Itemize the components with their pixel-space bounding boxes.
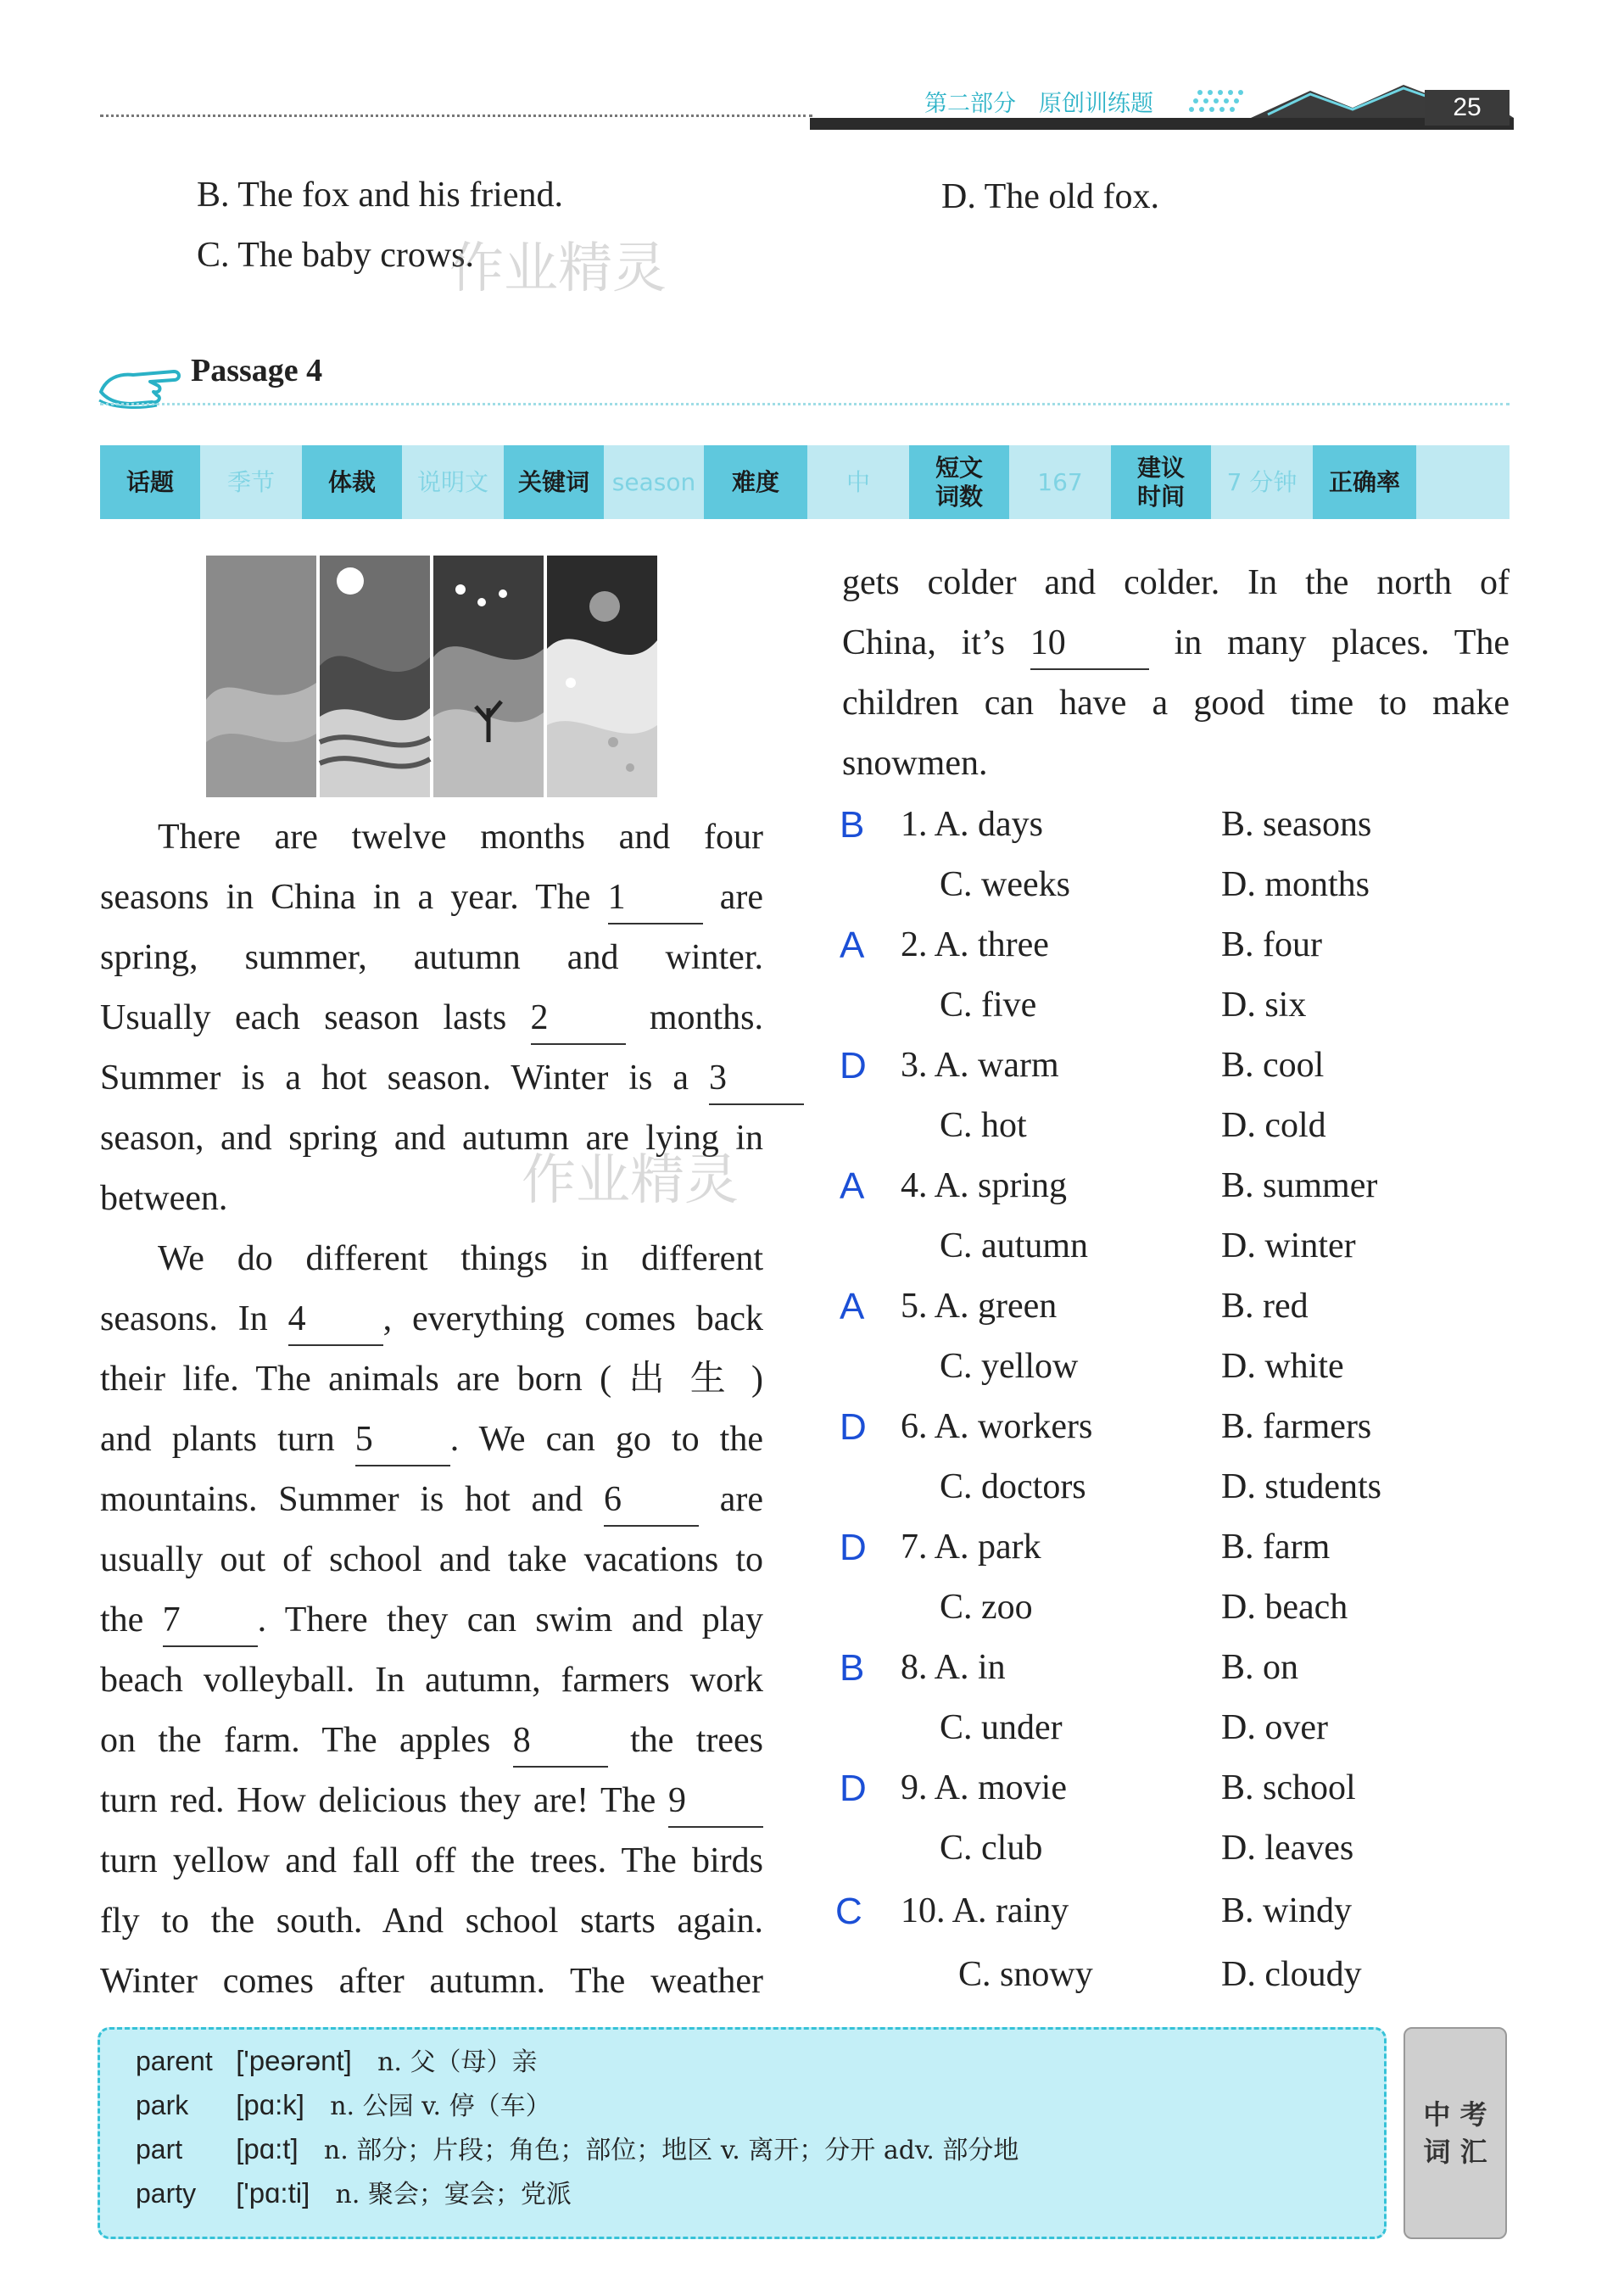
answer-mark: D xyxy=(840,1045,867,1086)
keyword-label: 关键词 xyxy=(504,445,604,519)
passage-line: snowmen. xyxy=(842,744,988,783)
passage-line: We do different things in different xyxy=(158,1239,763,1278)
blank-10[interactable]: 10 xyxy=(1030,617,1149,670)
passage-line: their life. The animals are born ( 出 生 ) xyxy=(100,1360,763,1399)
option-c[interactable]: C. doctors xyxy=(940,1467,1086,1506)
option-b[interactable]: B. seasons xyxy=(1221,805,1372,844)
difficulty-label: 难度 xyxy=(704,445,807,519)
passage-text: . We can go to the xyxy=(449,1420,763,1459)
suggested-time-label-line2: 时间 xyxy=(1136,482,1185,511)
option-d[interactable]: D. cold xyxy=(1221,1106,1326,1145)
option-c[interactable]: C. hot xyxy=(940,1106,1027,1145)
vocab-word: party xyxy=(136,2178,197,2209)
answer-mark: D xyxy=(840,1406,867,1448)
option-c[interactable]: C. club xyxy=(940,1829,1043,1868)
exam-vocab-tag xyxy=(1404,2027,1507,2239)
passage-text: Summer is a hot season. Winter is a xyxy=(100,1059,689,1098)
exam-vocab-tag-line2: 词 汇 xyxy=(1423,2136,1487,2168)
passage-line xyxy=(100,1048,804,1109)
option-d[interactable]: D. months xyxy=(1221,865,1370,904)
passage-line: fly to the south. And school starts again. xyxy=(100,1902,763,1941)
passage-text: and plants turn xyxy=(100,1420,335,1459)
option-a[interactable]: 5. A. green xyxy=(901,1287,1058,1326)
answer-mark: D xyxy=(840,1768,867,1809)
option-c[interactable]: C. snowy xyxy=(958,1955,1093,1994)
option-b[interactable]: B. windy xyxy=(1221,1891,1353,1930)
word-count-label-line2: 词数 xyxy=(935,482,983,511)
vocab-phonetic: ['peərənt] xyxy=(236,2045,352,2076)
header-dotted-rule xyxy=(100,115,812,117)
accuracy-value[interactable] xyxy=(1416,445,1510,519)
blank-6[interactable]: 6 xyxy=(604,1474,699,1527)
vocab-row xyxy=(136,2044,537,2080)
option-b[interactable]: B. on xyxy=(1221,1648,1299,1687)
watermark: 作业精灵 xyxy=(522,1149,739,1212)
blank-7[interactable]: 7 xyxy=(163,1595,258,1647)
passage-dotted-rule xyxy=(100,403,1510,405)
genre-value: 说明文 xyxy=(402,445,504,519)
passage-text: months. xyxy=(649,998,764,1037)
blank-5[interactable]: 5 xyxy=(355,1414,450,1466)
answer-mark: C xyxy=(835,1891,862,1932)
passage-line xyxy=(100,868,763,928)
blank-3[interactable]: 3 xyxy=(709,1053,804,1105)
passage-line xyxy=(100,1410,763,1470)
passage-text: mountains. Summer is hot and xyxy=(100,1480,583,1519)
option-c[interactable]: C. under xyxy=(940,1708,1063,1747)
passage-title: Passage 4 xyxy=(191,353,323,388)
word-count-value: 167 xyxy=(1009,445,1111,519)
four-seasons-illustration xyxy=(206,556,657,797)
passage-line xyxy=(100,1289,763,1349)
passage-line: Winter comes after autumn. The weather xyxy=(100,1962,763,2001)
vocab-phonetic: [pɑ:t] xyxy=(236,2133,299,2164)
passage-text: seasons. In xyxy=(100,1299,268,1338)
blank-8[interactable]: 8 xyxy=(513,1715,608,1768)
word-count-label xyxy=(909,445,1009,519)
option-a[interactable]: 8. A. in xyxy=(901,1648,1006,1687)
vocab-row xyxy=(136,2132,1018,2168)
option-b[interactable]: B. summer xyxy=(1221,1166,1378,1205)
passage-text: on the farm. The apples xyxy=(100,1721,491,1760)
option-a[interactable]: 4. A. spring xyxy=(901,1166,1068,1205)
prev-option-d: D. The old fox. xyxy=(941,177,1160,216)
accuracy-label: 正确率 xyxy=(1313,445,1416,519)
passage-line: beach volleyball. In autumn, farmers work xyxy=(100,1661,763,1700)
blank-2[interactable]: 2 xyxy=(531,992,626,1045)
option-b[interactable]: B. red xyxy=(1221,1287,1309,1326)
word-count-label-line1: 短文 xyxy=(935,453,983,482)
passage-text: are xyxy=(719,1480,763,1519)
answer-mark: B xyxy=(840,1647,865,1689)
keyword-value: season xyxy=(604,445,704,519)
option-d[interactable]: D. six xyxy=(1221,986,1307,1025)
vocab-definition: n. 公园 v. 停（车） xyxy=(330,2092,551,2121)
vocab-definition: n. 聚会；宴会；党派 xyxy=(335,2180,572,2209)
option-c[interactable]: C. autumn xyxy=(940,1226,1088,1265)
passage-text: , everything comes back xyxy=(382,1299,764,1338)
vocab-row xyxy=(136,2088,551,2124)
option-a[interactable]: 10. A. rainy xyxy=(901,1891,1069,1930)
topic-value: 季节 xyxy=(200,445,302,519)
page-number: 25 xyxy=(1425,90,1510,126)
suggested-time-label-line1: 建议 xyxy=(1136,453,1185,482)
passage-text: . There they can swim and play xyxy=(257,1600,764,1639)
answer-mark: A xyxy=(840,924,865,966)
vocab-word: part xyxy=(136,2134,183,2164)
passage-line: gets colder and colder. In the north of xyxy=(842,563,1510,602)
option-c[interactable]: C. weeks xyxy=(940,865,1070,904)
option-d[interactable]: D. white xyxy=(1221,1347,1344,1386)
passage-line xyxy=(100,1470,763,1530)
option-d[interactable]: D. leaves xyxy=(1221,1829,1354,1868)
vocab-definition: n. 父（母）亲 xyxy=(377,2047,538,2077)
vocab-row xyxy=(136,2176,572,2212)
option-b[interactable]: B. farmers xyxy=(1221,1407,1372,1446)
passage-line: children can have a good time to make xyxy=(842,684,1510,723)
option-a[interactable]: 1. A. days xyxy=(901,805,1043,844)
passage-line: usually out of school and take vacations to xyxy=(100,1540,763,1579)
option-d[interactable]: D. cloudy xyxy=(1221,1955,1362,1994)
section-title: 第二部分 原创训练题 xyxy=(924,91,1153,117)
option-a[interactable]: 6. A. workers xyxy=(901,1407,1093,1446)
passage-line: between. xyxy=(100,1179,228,1218)
answer-mark: B xyxy=(840,804,865,846)
option-d[interactable]: D. beach xyxy=(1221,1588,1348,1627)
blank-4[interactable]: 4 xyxy=(288,1293,383,1346)
answer-mark: D xyxy=(840,1527,867,1568)
option-d[interactable]: D. over xyxy=(1221,1708,1328,1747)
option-b[interactable]: B. cool xyxy=(1221,1046,1325,1085)
passage-text: in many places. The xyxy=(1174,623,1510,662)
answer-mark: A xyxy=(840,1286,865,1327)
passage-line: There are twelve months and four xyxy=(158,818,763,857)
vocab-phonetic: [pɑ:k] xyxy=(236,2089,304,2120)
passage-line: turn yellow and fall off the trees. The birds xyxy=(100,1841,763,1880)
option-d[interactable]: D. students xyxy=(1221,1467,1381,1506)
vocab-phonetic: ['pɑ:ti] xyxy=(236,2177,310,2209)
passage-line xyxy=(100,1771,763,1831)
passage-line xyxy=(100,988,763,1048)
passage-text: Usually each season lasts xyxy=(100,998,507,1037)
blank-9[interactable]: 9 xyxy=(668,1775,763,1828)
vocab-word: parent xyxy=(136,2046,213,2076)
exam-vocab-tag-line1: 中 考 xyxy=(1423,2098,1487,2131)
passage-text: seasons in China in a year. The xyxy=(100,878,591,917)
option-c[interactable]: C. five xyxy=(940,986,1037,1025)
topic-label: 话题 xyxy=(100,445,200,519)
option-c[interactable]: C. zoo xyxy=(940,1588,1033,1627)
prev-option-b: B. The fox and his friend. xyxy=(197,176,563,215)
passage-info-bar xyxy=(100,445,1510,519)
option-b[interactable]: B. school xyxy=(1221,1768,1356,1807)
passage-line xyxy=(842,613,1510,673)
vocab-definition: n. 部分；片段；角色；部位；地区 v. 离开；分开 adv. 部分地 xyxy=(323,2136,1019,2165)
watermark: 作业精灵 xyxy=(449,237,667,300)
passage-text: turn red. How delicious they are! The xyxy=(100,1781,656,1820)
option-a[interactable]: 7. A. park xyxy=(901,1528,1041,1567)
passage-text: China, it’s xyxy=(842,623,1005,662)
blank-1[interactable]: 1 xyxy=(608,872,703,924)
passage-line xyxy=(100,1711,763,1771)
prev-option-c: C. The baby crows. xyxy=(197,236,474,275)
option-b[interactable]: B. four xyxy=(1221,925,1322,964)
passage-line: season, and spring and autumn are lying in xyxy=(100,1119,763,1158)
vocab-word: park xyxy=(136,2090,189,2120)
option-d[interactable]: D. winter xyxy=(1221,1226,1356,1265)
passage-text: are xyxy=(719,878,763,917)
option-b[interactable]: B. farm xyxy=(1221,1528,1331,1567)
option-a[interactable]: 3. A. warm xyxy=(901,1046,1059,1085)
option-a[interactable]: 9. A. movie xyxy=(901,1768,1067,1807)
option-c[interactable]: C. yellow xyxy=(940,1347,1079,1386)
genre-label: 体裁 xyxy=(302,445,402,519)
passage-line: spring, summer, autumn and winter. xyxy=(100,938,763,977)
suggested-time-value: 7 分钟 xyxy=(1211,445,1313,519)
header-band xyxy=(810,82,1514,130)
suggested-time-label xyxy=(1111,445,1211,519)
passage-text: the xyxy=(100,1600,144,1639)
passage-line xyxy=(100,1590,763,1651)
option-a[interactable]: 2. A. three xyxy=(901,925,1049,964)
passage-text: the trees xyxy=(630,1721,764,1760)
difficulty-value: 中 xyxy=(807,445,909,519)
answer-mark: A xyxy=(840,1165,865,1207)
